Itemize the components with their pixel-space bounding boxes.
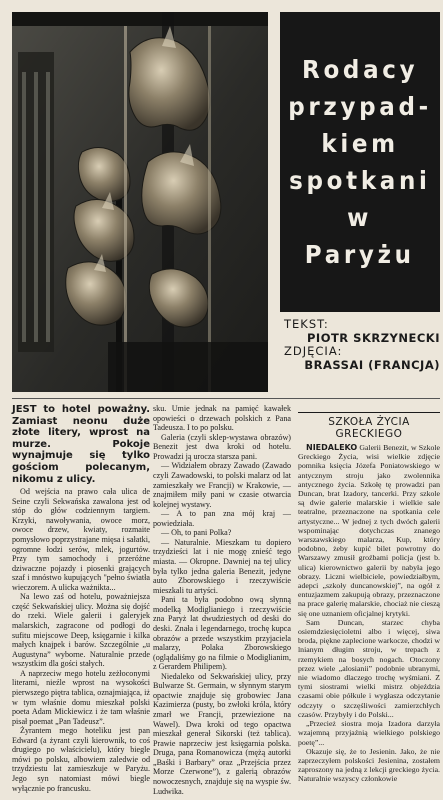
paragraph: Galeria (czyli sklep-wystawa obrazów) Benezit jest dwa kroki od hotelu. Prowadzi ją urocza starsza pani. bbox=[153, 432, 291, 461]
paragraph: — Widziałem obrazy Zawado (Zawado czyli Zawadowski, to polski malarz od lat zamieszkały we Francji) w Krakowie, — znajmiłem miły pani w czasie otwarcia kolejnej wystawy. bbox=[153, 461, 291, 509]
lead-word: NIEDALEKO bbox=[306, 443, 358, 452]
article-column-2 bbox=[153, 404, 291, 796]
photo-credit-author: BRASSAI (FRANCJA) bbox=[304, 357, 440, 372]
carousel-horses-image bbox=[12, 12, 268, 392]
paragraph: — Naturalnie. Mieszkam tu dopiero trzydzieści lat i nie mogę znieść tego miasta. — Okropne. Dawniej na tej ulicy była tylko jedna galeria Benezit, jedyne auto Zborowskiego i rzeczywiście mieszkali tu artyści. bbox=[153, 537, 291, 595]
article-column-1 bbox=[12, 404, 150, 793]
paragraph: A naprzeciw mego hotelu zeżłoconymi literami, nieźle wprost na wysokości pierwszego piętra tablica, oznajmiająca, iż w tym właśnie domu mieszkał polski poeta Adam Mickiewicz i że tam właśnie pisał poemat „Pan Tadeusz”. bbox=[12, 668, 150, 726]
title-line-4: spotkani bbox=[289, 166, 431, 195]
title-line-2: przypad- bbox=[288, 92, 432, 121]
paragraph: Na lewo zaś od hotelu, poważniejsza część Sekwańskiej ulicy. Można się dojść do rzeki. Wiele galerii i galeryjek malarskich, zagracone od podłogi do sufitu miejscowe Deep, księgarnie i kilka małych knajpek i barów. Szczególnie „u Augustyna” wyborne. Naturalnie przede wszystkim dla gości stałych. bbox=[12, 592, 150, 669]
paragraph: Okazuje się, że to Jesienin. Jako, że nie zaprzeczyłem polskości Jesienina, zostałem zaproszony na jedną z lekcji greckiego życia. Naturalnie wszyscy członkowie bbox=[298, 746, 440, 784]
section-divider bbox=[12, 398, 440, 399]
article-credits bbox=[284, 318, 440, 372]
photo-credit-label: ZDJĘCIA: bbox=[284, 344, 343, 358]
paragraph: Żyrantem mego hoteliku jest pan Edward (a żyrant czyli kierownik, to coś drugiego po właścicielu), który biegle mówi po polsku, albowiem zaledwie od trzydziestu lat zamieszkuje w Paryżu. Jego syn natomiast mówi biegle wyłącznie po francusku. bbox=[12, 726, 150, 793]
section-heading-line-1: SZKOŁA ŻYCIA bbox=[328, 416, 410, 428]
paragraph bbox=[298, 443, 440, 618]
lead-text: Galerii Benezit, w Szkole Greckiego Życia, wisi wielkie zdjęcie pomnika księcia Józefa Poniatowskiego w antycznym stroju jako zwolennika antycznego życia. Szkołę tę prowadzi pan Duncan, brat Izadory, tancerki. Przy szkole są dwie galerie malarskie i wielkie sale teatralne, przeznaczone na spotkania cele artystyczne... W jednej z tych dwóch galerii wspominając dotychczas znanego warszawskiego malarza, Kup, który podobno, żeby kupić bilet powrotny do Warszawy zmusił groźbami policja (jest b. ulica) kierownictwo galerii by nabyła jego obrazy. Liczni wielbiciele, powiedziałbym, adepci „szkoły duncanowskiej”, na ogół z entuzjazmem zakupują obrazy, przeznaczone na prace galerię malarskie, chociaż nie cieszą się one uznaniem oficjalnej krytyki. bbox=[298, 443, 440, 618]
title-line-6: Paryżu bbox=[305, 240, 415, 269]
title-line-1: Rodacy bbox=[301, 55, 419, 84]
paragraph: Niedaleko od Sekwańskiej ulicy, przy Bulwarze St. Germain, w słynnym starym opactwie znajduje się grobowiec Jana Kazimierza (pusty, bo zwłoki króla, który zmarł we Francji, przewiezione na Wawel). Dwa kroki od tego opactwa mieszkał generał Sikorski (też tablica). Prawie naprzeciw jest księgarnia polska. Druga, pana Romanowicza (mężą autorki „Baśki i Barbary” oraz „Przejścia przez Morze Czerwone”), z galerią obrazów nowoczesnych, znajduje się na wyspie św. Ludwika. bbox=[153, 671, 291, 796]
paragraph: Sam Duncan, starzec chyba osiemdziesięcioletni albo i więcej, siwa broda, piękne zaplecione warkocze, chodzi w lnianym długim stroju, w trepach z rzemykiem na bosych nogach. Otoczony przez wiele „alosianii” podobnie ubranymi, nie wiadomo dlaczego trochę wyśmiani. Z tymi siostrami wielki mistrz objeździa czasami obie półkule i wygłasza odczytanie odczyty o szczęśliwości zamierzchłych czasów. Przybyły i do Polski... bbox=[298, 617, 440, 719]
article-title bbox=[280, 12, 440, 312]
text-credit-author: PIOTR SKRZYNECKI bbox=[306, 330, 440, 345]
carousel-photo bbox=[12, 12, 268, 392]
paragraph: — Oh, to pani Polka? bbox=[161, 528, 232, 538]
section-heading bbox=[298, 412, 440, 440]
paragraph: — A to pan zna mój kraj — powiedziała. bbox=[153, 509, 291, 528]
text-credit-label: TEKST: bbox=[284, 317, 329, 331]
title-line-5: w bbox=[347, 203, 373, 232]
title-line-3: kiem bbox=[321, 129, 399, 158]
article-lead: JEST to hotel poważny. Zamiast neonu duże złote litery, wprost na murze. Pokoje wynajmuje się tylko gościom polecanym, nikomu z ulicy. bbox=[12, 404, 150, 485]
section-heading-line-2: GRECKIEGO bbox=[335, 428, 403, 440]
article-column-3 bbox=[298, 412, 440, 784]
paragraph: „Przecież siostra moja Izadora darzyła wzajemną przyjaźnią wielkiego polskiego poetę”... bbox=[298, 719, 440, 747]
paragraph: Od wejścia na prawo cała ulica de Seine czyli Sekwańska zawalona jest od stóp do głów codziennym targiem. Krzyki, nawoływania, owoce morz, owoce drzew, kwiaty, rozmaite pomysłowo poprzystrajane mięsa i sałatki, ogromne łodzi serów, mlek, jogurtów. Przy tym samochody i przeróżne dziwaczne pojazdy i piosenki grających szaf i mnóstwo kupujących "pełno światła wieczorem. A ulicka ważnikta... bbox=[12, 487, 150, 592]
paragraph: Pani ta była podobno ową słynną modelką Modiglianiego i rzeczywiście zna Paryż lat dwudziestych od deski do deski. Znała i legendarnego, trochę kupca obrazów a przede wszystkim przyjaciela malarzy, Polaka Zborowskiego (oglądaliśmy go na filmie o Modiglianim, z Gerardem Philipem). bbox=[153, 595, 291, 672]
paragraph: sku. Umie jednak na pamięć kawałek opowieści o drzewach polskich z Pana Tadeusza. I to po polsku. bbox=[153, 404, 291, 433]
